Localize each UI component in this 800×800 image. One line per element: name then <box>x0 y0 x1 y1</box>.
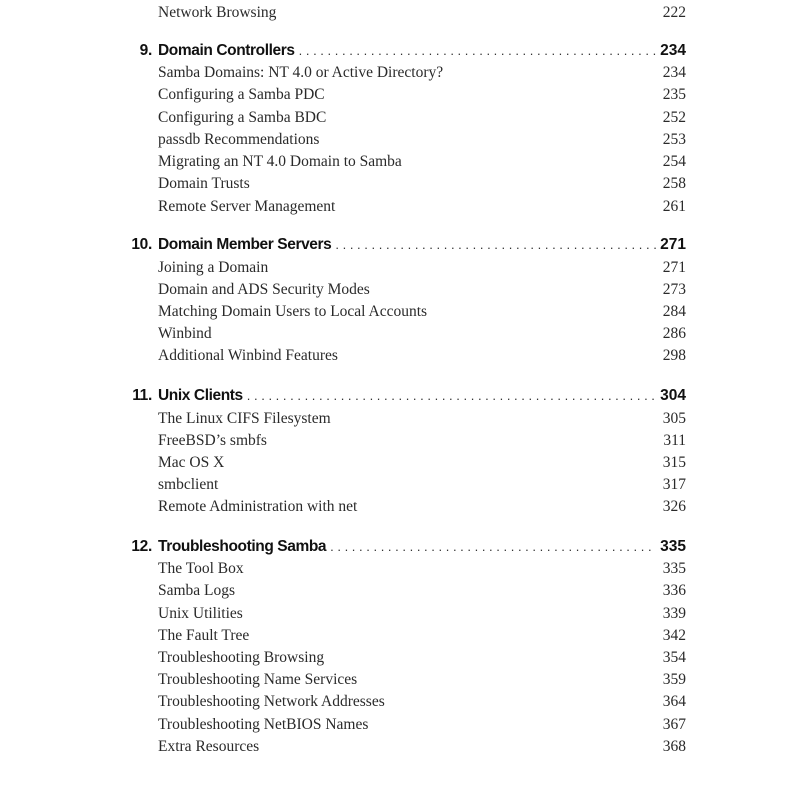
entry-title: Samba Domains: NT 4.0 or Active Directory? <box>158 64 444 81</box>
entry-page: 222 <box>662 4 686 21</box>
toc-entry[interactable] <box>0 151 800 173</box>
entry-page: 284 <box>662 303 686 320</box>
toc-entry[interactable] <box>0 474 800 496</box>
entry-title: Domain and ADS Security Modes <box>158 281 370 298</box>
dot-leader <box>335 237 656 252</box>
entry-page: 326 <box>662 498 686 515</box>
entry-title: Joining a Domain <box>158 259 269 276</box>
chapter-number: 9. <box>139 42 152 59</box>
entry-page: 367 <box>662 716 686 733</box>
toc-entry[interactable] <box>0 173 800 195</box>
chapter-heading-9[interactable] <box>0 40 800 62</box>
entry-page: 235 <box>662 86 686 103</box>
entry-title: Troubleshooting Browsing <box>158 649 325 666</box>
entry-title: Mac OS X <box>158 454 225 471</box>
entry-page: 339 <box>662 605 686 622</box>
entry-title: Remote Administration with net <box>158 498 358 515</box>
entry-page: 364 <box>662 693 686 710</box>
toc-entry[interactable] <box>0 580 800 602</box>
entry-title: Matching Domain Users to Local Accounts <box>158 303 428 320</box>
chapter-title: Troubleshooting Samba <box>158 538 327 555</box>
entry-title: Samba Logs <box>158 582 236 599</box>
entry-page: 335 <box>662 560 686 577</box>
entry-title: The Fault Tree <box>158 627 250 644</box>
chapter-line <box>158 236 686 254</box>
toc-entry[interactable] <box>0 714 800 736</box>
chapter-heading-12[interactable] <box>0 536 800 558</box>
entry-title: Unix Utilities <box>158 605 243 622</box>
toc-entry[interactable] <box>0 345 800 367</box>
chapter-heading-10[interactable] <box>0 234 800 256</box>
toc-entry[interactable] <box>0 257 800 279</box>
chapter-number: 10. <box>131 236 152 253</box>
entry-title: Migrating an NT 4.0 Domain to Samba <box>158 153 402 170</box>
entry-title: The Tool Box <box>158 560 244 577</box>
toc-entry[interactable] <box>0 196 800 218</box>
entry-page: 252 <box>662 109 686 126</box>
toc-entry[interactable] <box>0 129 800 151</box>
entry-page: 342 <box>662 627 686 644</box>
dot-leader <box>247 388 656 403</box>
toc-entry[interactable] <box>0 323 800 345</box>
entry-title: Extra Resources <box>158 738 260 755</box>
toc-entry[interactable] <box>0 408 800 430</box>
chapter-page: 234 <box>660 42 686 59</box>
chapter-page: 271 <box>660 236 686 253</box>
entry-page: 254 <box>662 153 686 170</box>
entry-page: 354 <box>662 649 686 666</box>
toc-entry[interactable] <box>0 452 800 474</box>
entry-page: 359 <box>662 671 686 688</box>
entry-title: Troubleshooting Network Addresses <box>158 693 385 710</box>
entry-page: 234 <box>662 64 686 81</box>
entry-page: 298 <box>662 347 686 364</box>
entry-title: Domain Trusts <box>158 175 250 192</box>
toc-entry[interactable] <box>0 691 800 713</box>
chapter-line <box>158 42 686 60</box>
entry-page: 368 <box>662 738 686 755</box>
entry-title: Remote Server Management <box>158 198 336 215</box>
entry-title: FreeBSD’s smbfs <box>158 432 267 449</box>
chapter-page: 335 <box>660 538 686 555</box>
chapter-number: 12. <box>131 538 152 555</box>
chapter-page: 304 <box>660 387 686 404</box>
chapter-title: Unix Clients <box>158 387 243 404</box>
toc-entry[interactable] <box>0 647 800 669</box>
entry-title: smbclient <box>158 476 219 493</box>
dot-leader <box>299 43 657 58</box>
entry-title: Configuring a Samba BDC <box>158 109 327 126</box>
entry-page: 305 <box>662 410 686 427</box>
chapter-heading-11[interactable] <box>0 385 800 407</box>
dot-leader <box>330 539 656 554</box>
toc-entry[interactable] <box>0 558 800 580</box>
toc-entry[interactable] <box>0 279 800 301</box>
chapter-line <box>158 387 686 405</box>
toc-entry[interactable] <box>0 301 800 323</box>
entry-title: Troubleshooting NetBIOS Names <box>158 716 369 733</box>
toc-entry[interactable] <box>0 2 800 24</box>
entry-title: Winbind <box>158 325 212 342</box>
entry-title: Additional Winbind Features <box>158 347 338 364</box>
chapter-title: Domain Controllers <box>158 42 295 59</box>
entry-page: 258 <box>662 175 686 192</box>
chapter-number: 11. <box>132 387 152 404</box>
toc-entry[interactable] <box>0 625 800 647</box>
entry-title: Configuring a Samba PDC <box>158 86 325 103</box>
chapter-title: Domain Member Servers <box>158 236 332 253</box>
entry-page: 315 <box>662 454 686 471</box>
entry-title: passdb Recommendations <box>158 131 320 148</box>
toc-entry[interactable] <box>0 84 800 106</box>
toc-entry[interactable] <box>0 736 800 758</box>
chapter-line <box>158 538 686 556</box>
toc-entry[interactable] <box>0 669 800 691</box>
entry-title: The Linux CIFS Filesystem <box>158 410 331 427</box>
toc-entry[interactable] <box>0 603 800 625</box>
entry-page: 261 <box>662 198 686 215</box>
entry-page: 271 <box>662 259 686 276</box>
entry-title: Troubleshooting Name Services <box>158 671 358 688</box>
entry-page: 311 <box>663 432 686 449</box>
toc-entry[interactable] <box>0 430 800 452</box>
entry-page: 317 <box>662 476 686 493</box>
toc-entry[interactable] <box>0 107 800 129</box>
toc-entry[interactable] <box>0 496 800 518</box>
entry-page: 253 <box>662 131 686 148</box>
entry-page: 286 <box>662 325 686 342</box>
entry-page: 273 <box>662 281 686 298</box>
entry-title: Network Browsing <box>158 4 277 21</box>
entry-page: 336 <box>662 582 686 599</box>
toc-entry[interactable] <box>0 62 800 84</box>
